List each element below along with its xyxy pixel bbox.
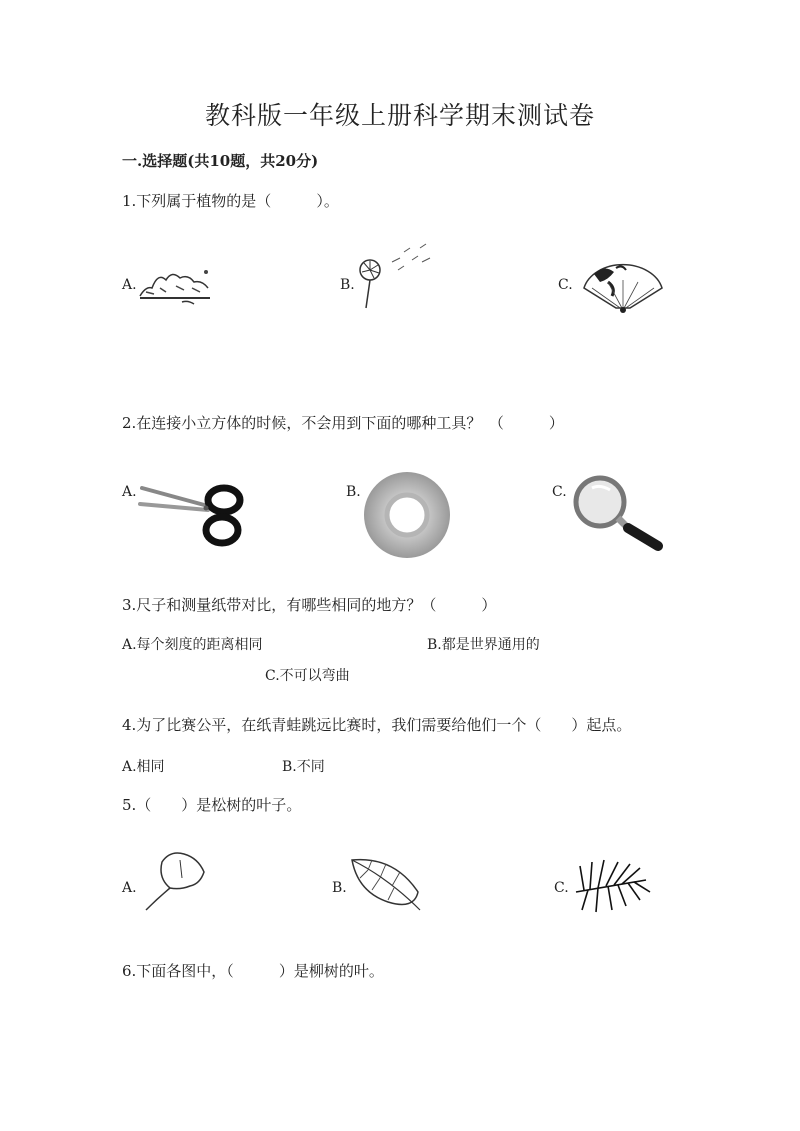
q1-option-c-label: C. [558, 277, 573, 293]
landscape-image [136, 258, 216, 308]
folding-fan-image [578, 258, 668, 314]
question-4: 4.为了比赛公平，在纸青蛙跳远比赛时，我们需要给他们一个（ ）起点。 [122, 716, 632, 734]
tape-roll-image [362, 470, 452, 560]
q1-option-a-label: A. [122, 277, 137, 293]
magnifying-glass-image [570, 474, 666, 554]
ginkgo-leaf-image [140, 848, 210, 914]
q2-option-a-label: A. [122, 484, 137, 500]
q5-option-a-label: A. [122, 880, 137, 896]
scissors-image [136, 478, 244, 550]
broad-leaf-image [344, 852, 430, 914]
question-1: 1.下列属于植物的是（ ）。 [122, 192, 339, 210]
q3-option-c: C.不可以弯曲 [265, 668, 350, 684]
question-5: 5.（ ）是松树的叶子。 [122, 796, 302, 814]
question-6: 6.下面各图中，（ ）是柳树的叶。 [122, 962, 384, 980]
q3-option-a: A.每个刻度的距离相同 [122, 637, 263, 653]
q5-option-b-label: B. [332, 880, 347, 896]
page-title: 教科版一年级上册科学期末测试卷 [204, 101, 595, 130]
q4-option-b: B.不同 [282, 759, 325, 775]
question-3: 3.尺子和测量纸带对比，有哪些相同的地方？（ ） [122, 596, 497, 614]
q2-option-b-label: B. [346, 484, 361, 500]
q4-option-a: A.相同 [122, 759, 165, 775]
q3-option-b: B.都是世界通用的 [427, 637, 540, 653]
dandelion-image [352, 240, 438, 310]
section-heading: 一.选择题(共10题，共20分) [122, 152, 319, 170]
q1-option-b-label: B. [340, 277, 355, 293]
q5-option-c-label: C. [554, 880, 569, 896]
question-2: 2.在连接小立方体的时候，不会用到下面的哪种工具？ （ ） [122, 414, 564, 432]
q2-option-c-label: C. [552, 484, 567, 500]
pine-needles-image [570, 852, 652, 914]
